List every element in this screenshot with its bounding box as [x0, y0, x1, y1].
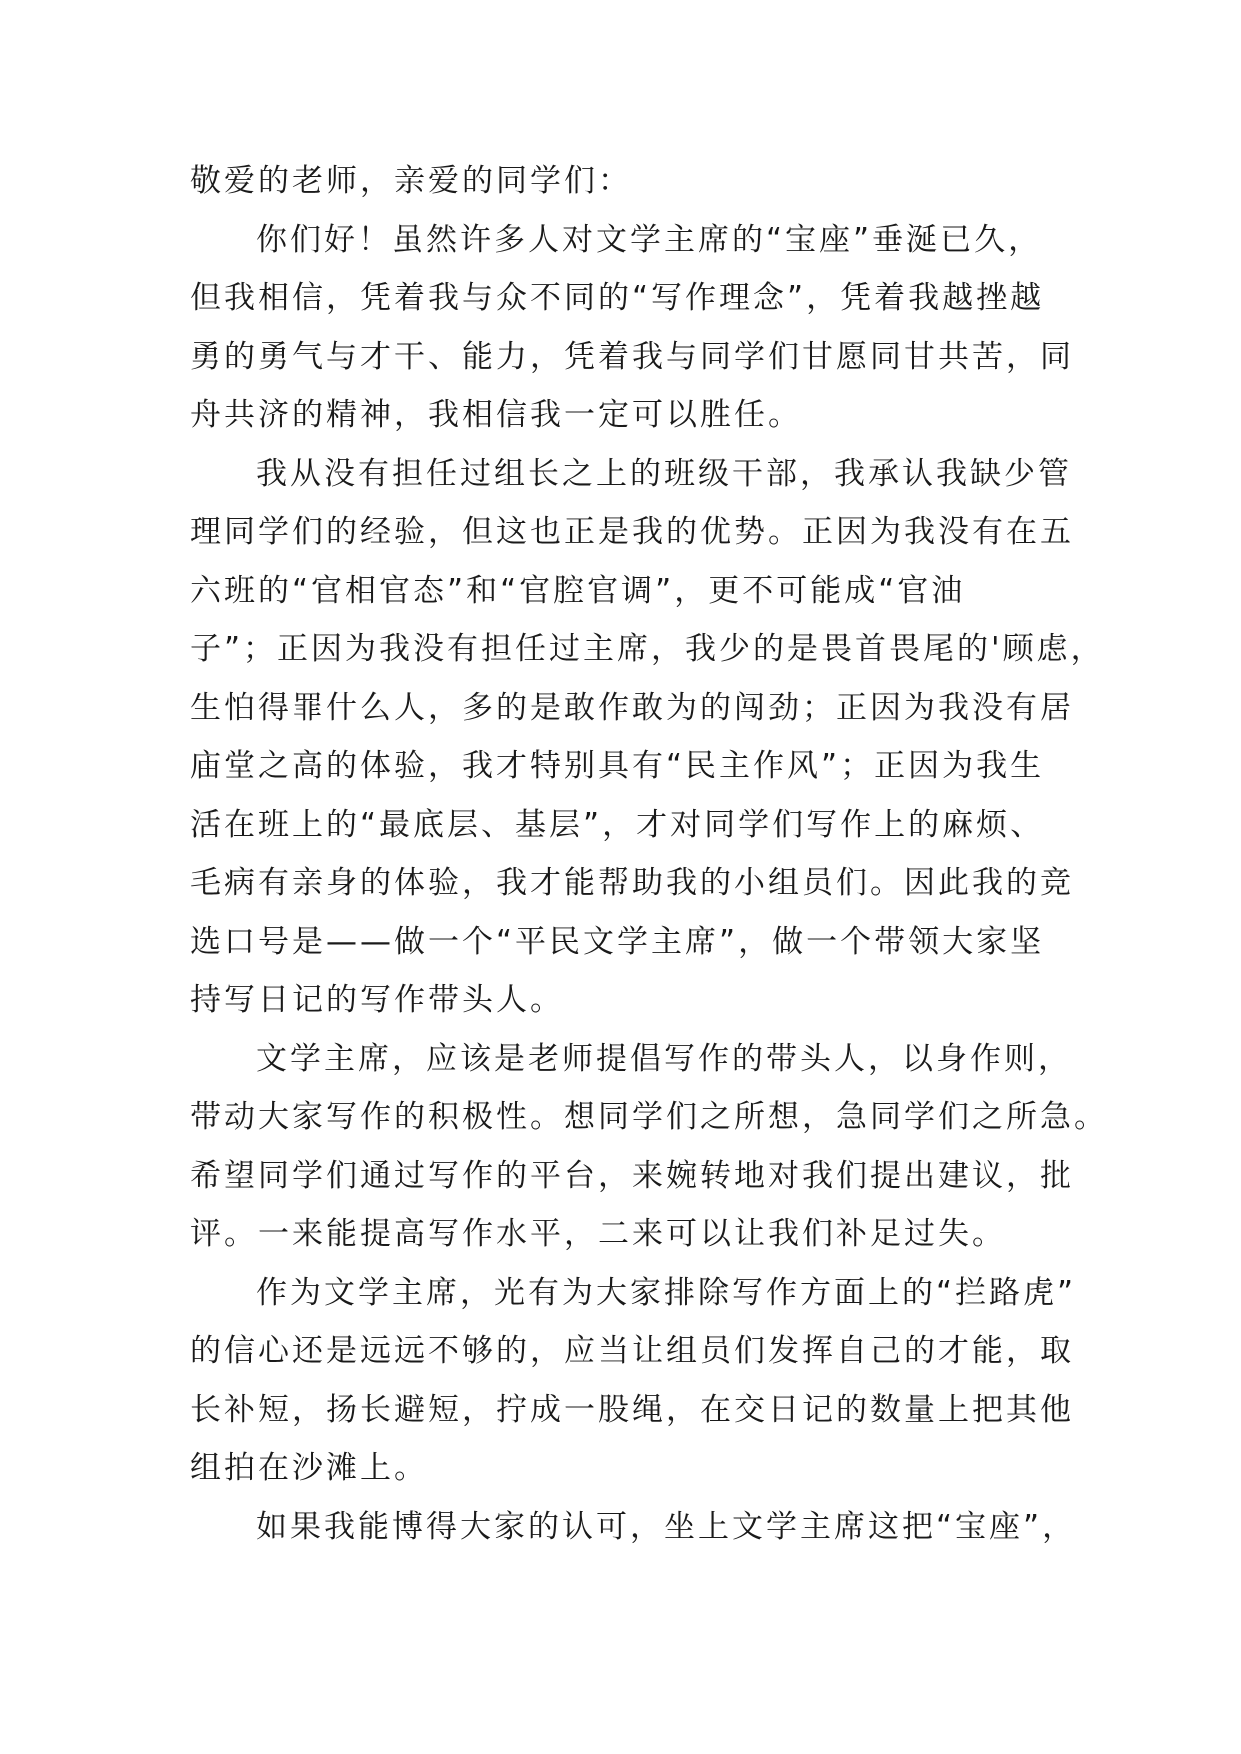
paragraph-line: 活在班上的“最底层、基层”，才对同学们写作上的麻烦、 [190, 806, 1045, 843]
paragraph-line: 长补短，扬长避短，拧成一股绳，在交日记的数量上把其他 [190, 1391, 1074, 1428]
paragraph-line: 持写日记的写作带头人。 [190, 982, 564, 1018]
paragraph-line: 你们好！虽然许多人对文学主席的“宝座”垂涎已久， [256, 221, 1043, 258]
paragraph-line: 六班的“官相官态”和“官腔官调”，更不可能成“官油 [190, 572, 966, 609]
paragraph-line: 希望同学们通过写作的平台，来婉转地对我们提出建议，批 [190, 1157, 1074, 1194]
paragraph-line: 的信心还是远远不够的，应当让组员们发挥自己的才能，取 [190, 1333, 1074, 1369]
paragraph-line: 庙堂之高的体验，我才特别具有“民主作风”；正因为我生 [190, 748, 1045, 784]
paragraph-line: 组拍在沙滩上。 [190, 1450, 428, 1486]
paragraph-line: 但我相信，凭着我与众不同的“写作理念”，凭着我越挫越 [190, 280, 1045, 316]
paragraph-1 [190, 211, 1074, 445]
paragraph-5 [190, 1498, 1077, 1557]
paragraph-line: 如果我能博得大家的认可，坐上文学主席这把“宝座”， [256, 1508, 1077, 1545]
paragraph-line: 子”；正因为我没有担任过主席，我少的是畏首畏尾的'顾虑， [190, 631, 1105, 667]
paragraph-3 [190, 1030, 1108, 1264]
paragraph-line: 我从没有担任过组长之上的班级干部，我承认我缺少管 [256, 455, 1072, 492]
paragraph-line: 舟共济的精神，我相信我一定可以胜任。 [190, 397, 802, 433]
paragraph-line: 勇的勇气与才干、能力，凭着我与同学们甘愿同甘共苦，同 [190, 338, 1074, 375]
paragraph-line: 毛病有亲身的体验，我才能帮助我的小组员们。因此我的竞 [190, 865, 1074, 901]
paragraph-line: 评。一来能提高写作水平，二来可以让我们补足过失。 [190, 1216, 1006, 1252]
paragraph-line: 理同学们的经验，但这也正是我的优势。正因为我没有在五 [190, 514, 1074, 550]
paragraph-line: 作为文学主席，光有为大家排除写作方面上的“拦路虎” [256, 1274, 1077, 1311]
paragraph-line: 带动大家写作的积极性。想同学们之所想，急同学们之所急。 [190, 1099, 1108, 1135]
paragraph-line: 选口号是——做一个“平民文学主席”，做一个带领大家坚 [190, 923, 1045, 960]
paragraph-line: 文学主席，应该是老师提倡写作的带头人，以身作则， [256, 1040, 1072, 1077]
paragraph-4 [190, 1264, 1077, 1498]
paragraph-line: 生怕得罪什么人，多的是敢作敢为的闯劲；正因为我没有居 [190, 689, 1074, 726]
paragraph-2 [190, 445, 1105, 1030]
document-body [190, 152, 1108, 1556]
salutation: 敬爱的老师，亲爱的同学们： [190, 163, 632, 199]
